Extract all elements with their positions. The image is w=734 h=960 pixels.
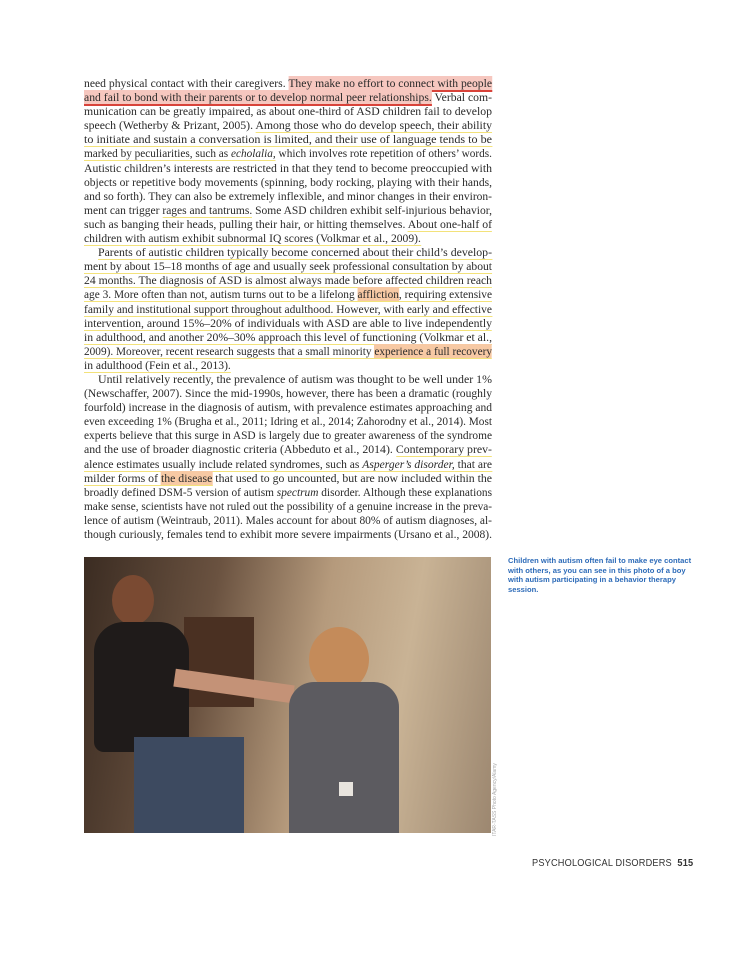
text-line xyxy=(84,217,492,231)
highlighted-text: experience a full recovery xyxy=(374,343,492,358)
photo-woman-jeans xyxy=(134,737,244,833)
highlighted-text: alence estimates usually include related syndromes, such as xyxy=(84,456,363,471)
highlighted-text: Parents of autistic children typically become concerned about their child’s develop- xyxy=(98,245,492,260)
text-segment: that used to go uncounted, but are now included within the xyxy=(212,470,492,485)
highlighted-text: About one-half of xyxy=(407,216,492,231)
text-segment: and the use of broader diagnostic criteria (Abbeduto et al., 2014). xyxy=(84,442,396,457)
text-line xyxy=(84,471,492,485)
text-segment: Autistic children’s interests are restricted in that they tend to become preoccupied with xyxy=(84,160,492,175)
text-line xyxy=(84,513,492,527)
text-segment: ment can trigger xyxy=(84,202,163,217)
highlighted-text: 2009). Moreover, recent research suggests that a small minority xyxy=(84,343,375,358)
highlighted-text: to initiate and sustain a conversation is limited, and their use of language tends to be xyxy=(84,132,492,147)
text-line xyxy=(84,132,492,146)
text-segment: Until relatively recently, the prevalence of autism was thought to be well under 1% xyxy=(98,371,492,386)
highlighted-text: milder forms of xyxy=(84,470,161,485)
text-line xyxy=(84,231,492,245)
text-line xyxy=(84,104,492,118)
text-line xyxy=(84,90,492,104)
figure-photo xyxy=(84,557,491,833)
text-line xyxy=(84,146,492,160)
text-line xyxy=(84,189,492,203)
highlighted-text: However, with early and effective xyxy=(333,301,492,316)
photo-credit: ITAR-TASS Photo Agency/Alamy xyxy=(492,763,498,836)
highlighted-text: marked by peculiarities, such as xyxy=(84,146,232,161)
text-segment: spectrum xyxy=(276,484,319,499)
text-segment: speech (Wetherby & Prizant, 2005). xyxy=(84,118,256,133)
highlighted-text: Asperger’s disorder, xyxy=(362,456,455,471)
photo-boy-body xyxy=(289,682,399,833)
highlighted-text: and fail to bond with their parents or to develop normal peer relationships. xyxy=(84,90,432,105)
page-footer xyxy=(532,858,693,869)
text-segment: such as banging their heads, pulling their hair, or hitting themselves. xyxy=(84,216,408,231)
text-segment: make sense, scientists have not ruled out the possibility of a genuine increase in the preva- xyxy=(84,498,492,513)
text-segment: disorder. Although these explanations xyxy=(318,484,492,499)
photo-woman-body xyxy=(94,622,189,752)
highlighted-text: Among those who do develop speech, their ability xyxy=(255,118,492,133)
text-line xyxy=(84,499,492,513)
text-segment: need physical contact with their caregivers. xyxy=(84,76,289,90)
text-segment: (Newschaffer, 2007). Since the mid-1990s, however, there has been a dramatic (roughly xyxy=(84,386,492,401)
text-line xyxy=(84,316,492,330)
text-line xyxy=(84,330,492,344)
text-line xyxy=(84,118,492,132)
text-line xyxy=(84,457,492,471)
text-line xyxy=(84,372,492,386)
text-segment: objects or repetitive body movements (spinning, body rocking, playing with their hands, xyxy=(84,174,492,189)
text-line xyxy=(84,161,492,175)
highlighted-text: in adulthood, and another 20%–30% approach this level of functioning (Volkmar et al., xyxy=(84,329,492,344)
text-line xyxy=(84,175,492,189)
highlighted-text: Contemporary prev- xyxy=(395,442,492,457)
highlighted-text: family and institutional support throughout adulthood. xyxy=(84,301,334,316)
text-line xyxy=(84,414,492,428)
text-segment: though curiously, females tend to exhibit more severe impairments (Ursano et al., 2008). xyxy=(84,527,492,541)
text-line xyxy=(84,259,492,273)
page-number: 515 xyxy=(677,858,694,869)
text-line xyxy=(84,273,492,287)
text-line xyxy=(84,386,492,400)
highlighted-text: children with autism exhibit subnormal IQ scores (Volkmar et al., 2009). xyxy=(84,231,421,246)
text-line xyxy=(84,400,492,414)
highlighted-text: the disease xyxy=(160,470,213,485)
text-line xyxy=(84,302,492,316)
text-segment: and so forth). They can also be extremely inflexible, and minor changes in their environ- xyxy=(84,188,492,203)
highlighted-text: in adulthood (Fein et al., 2013). xyxy=(84,357,231,372)
text-line xyxy=(84,76,492,90)
highlighted-text: echolalia, xyxy=(231,146,276,161)
text-line xyxy=(84,358,492,372)
highlighted-text: affliction xyxy=(357,287,399,302)
text-segment: which involves rote repetition of others’ words. xyxy=(275,146,492,161)
text-line xyxy=(84,527,492,541)
photo-woman-head xyxy=(112,575,154,625)
photo-outlet xyxy=(339,782,353,796)
text-line xyxy=(84,287,492,301)
text-line xyxy=(84,442,492,456)
text-line xyxy=(84,428,492,442)
highlighted-text: They make no effort to connect with people xyxy=(288,76,492,90)
text-segment: Some ASD children exhibit self-injurious behavior, xyxy=(252,202,492,217)
highlighted-text: ment by about 15–18 months of age and usually seek professional consultation by about xyxy=(84,259,492,274)
highlighted-text: intervention, around 15%–20% of individuals with ASD are able to live independently xyxy=(84,315,492,330)
text-line xyxy=(84,245,492,259)
text-segment: experts believe that this surge in ASD is largely due to greater awareness of the syndrome xyxy=(84,428,492,443)
text-segment: broadly defined DSM-5 version of autism xyxy=(84,484,277,499)
highlighted-text: 24 months. The diagnosis of ASD is almost always made before affected children reach xyxy=(84,273,492,288)
figure-caption: Children with autism often fail to make eye contact with others, as you can see in this photo of a boy with autism participating in a behavior therapy session. xyxy=(508,556,692,594)
text-line xyxy=(84,485,492,499)
text-segment: even exceeding 1% (Brugha et al., 2011; Idring et al., 2014; Zahorodny et al., 2014). Most xyxy=(84,414,492,429)
text-segment: Verbal com- xyxy=(431,90,492,105)
running-head: PSYCHOLOGICAL DISORDERS xyxy=(532,858,672,869)
text-segment: munication can be greatly impaired, as about one-third of ASD children fail to develop xyxy=(84,104,492,119)
highlighted-text: , requiring extensive xyxy=(398,287,492,302)
text-line xyxy=(84,344,492,358)
text-segment: fourfold) increase in the diagnosis of autism, with prevalence estimates approaching and xyxy=(84,400,492,415)
body-text xyxy=(84,76,492,541)
highlighted-text: rages and tantrums. xyxy=(162,202,253,217)
text-segment: lence of autism (Weintraub, 2011). Males account for about 80% of autism diagnoses, al- xyxy=(84,512,492,527)
text-line xyxy=(84,203,492,217)
highlighted-text: that are xyxy=(454,456,492,471)
highlighted-text: age 3. More often than not, autism turns out to be a lifelong xyxy=(84,287,358,302)
